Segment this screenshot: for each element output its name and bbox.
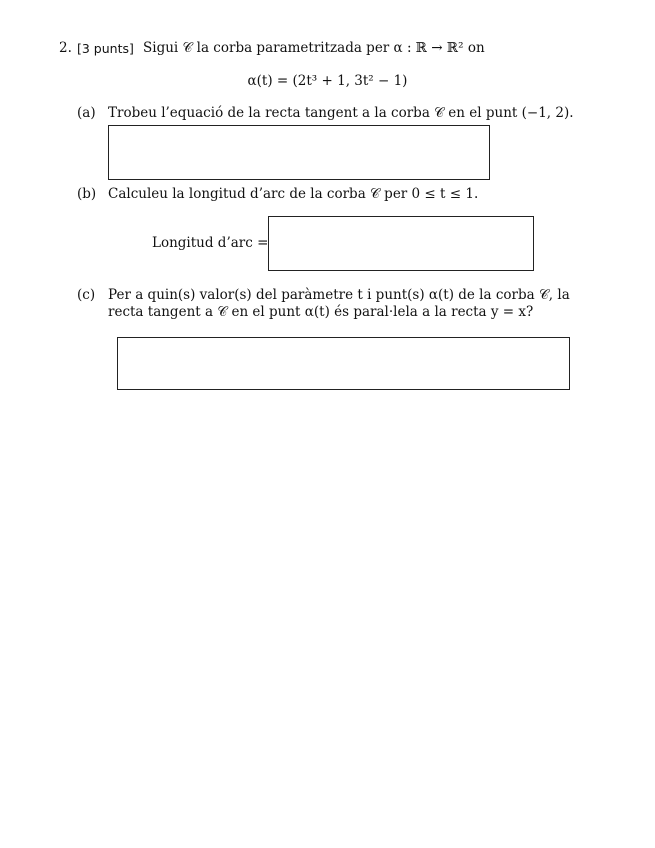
problem-points: [3 punts] <box>77 41 134 56</box>
part-a-answer-box[interactable] <box>108 125 490 180</box>
part-b-question: Calculeu la longitud d’arc de la corba 𝒞 per 0 ≤ t ≤ 1. <box>108 186 479 202</box>
parametrization-equation: α(t) = (2t³ + 1, 3t² − 1) <box>247 73 408 89</box>
part-c-question-line2: recta tangent a 𝒞 en el punt α(t) és paral·lela a la recta y = x? <box>108 304 534 320</box>
part-b-label: (b) <box>77 186 97 202</box>
part-c-answer-box[interactable] <box>117 337 570 390</box>
part-a-label: (a) <box>77 105 96 121</box>
part-c-question-line1: Per a quin(s) valor(s) del paràmetre t i punt(s) α(t) de la corba 𝒞, la <box>108 287 570 303</box>
problem-statement: Sigui 𝒞 la corba parametritzada per α : ℝ → ℝ² on <box>143 40 485 56</box>
part-c-label: (c) <box>77 287 96 303</box>
arc-length-label: Longitud d’arc = <box>152 235 269 251</box>
problem-number: 2. <box>59 40 72 56</box>
part-a-question: Trobeu l’equació de la recta tangent a la corba 𝒞 en el punt (−1, 2). <box>108 105 574 121</box>
part-b-answer-box[interactable] <box>268 216 534 271</box>
